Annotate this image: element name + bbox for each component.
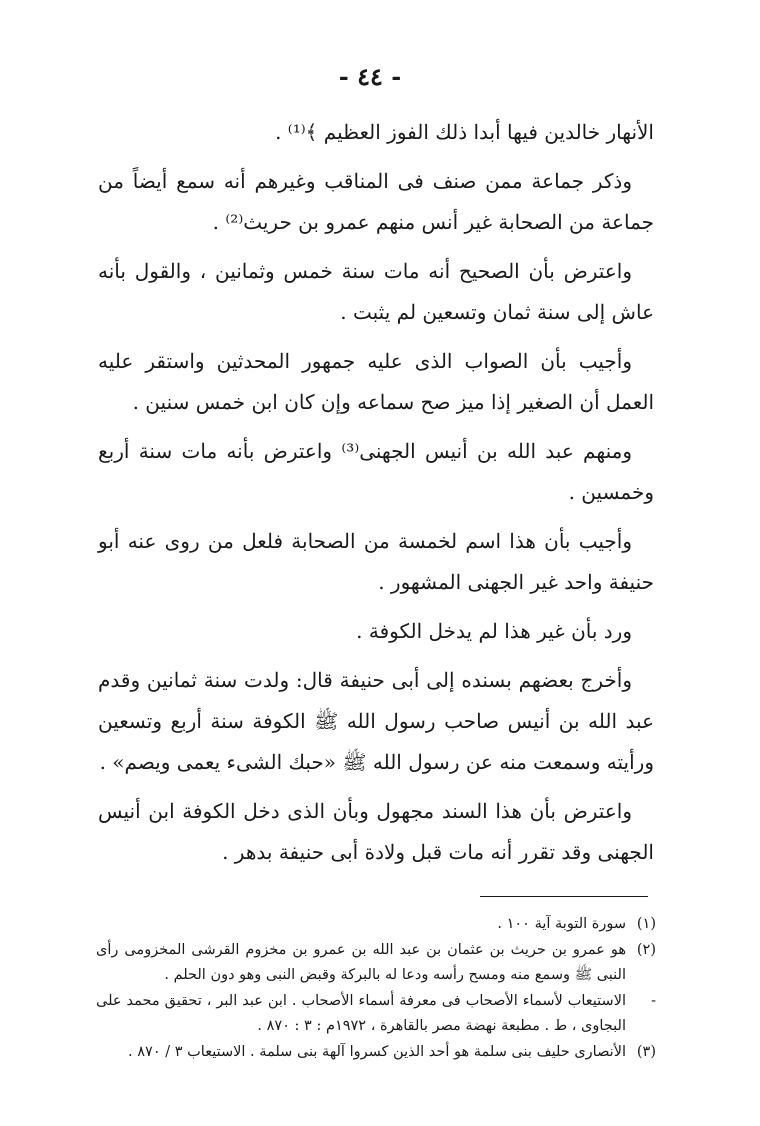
paragraph: واعترض بأن الصحيح أنه مات سنة خمس وثمانين ، والقول بأنه عاش إلى سنة ثمان وتسعين لم يثبت . xyxy=(98,259,654,324)
footnote-text: الاستيعاب لأسماء الأصحاب فى معرفة أسماء الأصحاب . ابن عبد البر ، تحقيق محمد على البجاوى ، ط . مطبعة نهضة مصر بالقاهرة ، ١٩٧٢م : ٣ : ٨٧٠ . xyxy=(96,993,626,1034)
footnote-text: هو عمرو بن حريث بن عثمان بن عبد الله بن عمرو بن مخزوم القرشى المخزومى رأى النبى ﷺ وسمع منه ومسح رأسه ودعا له بالبركة وقبض النبى وهو دون الحلم . xyxy=(96,942,626,983)
footnote xyxy=(96,938,656,988)
paragraph: وذكر جماعة ممن صنف فى المناقب وغيرهم أنه سمع أيضاً من جماعة من الصحابة غير أنس منهم عمرو بن حريث⁽²⁾ . xyxy=(98,169,654,234)
page-number: - ٤٤ - xyxy=(338,62,402,91)
main-text xyxy=(98,112,654,881)
footnote-text: الأنصارى حليف بنى سلمة هو أحد الذين كسروا آلهة بنى سلمة . الاستيعاب ٣ / ٨٧٠ . xyxy=(128,1044,626,1060)
footnote xyxy=(96,1040,656,1065)
paragraph: الأنهار خالدين فيها أبدا ذلك الفوز العظيم ﴾⁽¹⁾ . xyxy=(275,120,654,144)
paragraph: وأجيب بأن الصواب الذى عليه جمهور المحدثين واستقر عليه العمل أن الصغير إذا ميز صح سماعه وإن كان ابن خمس سنين . xyxy=(98,349,654,414)
footnote xyxy=(96,989,656,1039)
footnote xyxy=(96,912,656,937)
footnote-mark: (٣) xyxy=(636,1044,656,1060)
paragraph: وأخرج بعضهم بسنده إلى أبى حنيفة قال: ولدت سنة ثمانين وقدم عبد الله بن أنيس صاحب رسول الله ﷺ الكوفة سنة أربع وتسعين ورأيته وسمعت منه عن رسول الله ﷺ «حبك الشىء يعمى ويصم» . xyxy=(98,668,655,774)
footnote-text: سورة التوبة آية ١٠٠ . xyxy=(497,916,626,932)
footnote-mark: (٢) xyxy=(636,942,656,958)
footnote-mark: - xyxy=(651,993,656,1009)
paragraph: ورد بأن غير هذا لم يدخل الكوفة . xyxy=(356,619,632,643)
footnote-divider xyxy=(480,896,648,897)
paragraph: واعترض بأن هذا السند مجهول وبأن الذى دخل الكوفة ابن أنيس الجهنى وقد تقرر أنه مات قبل ولادة أبى حنيفة بدهر . xyxy=(98,799,654,864)
paragraph: ومنهم عبد الله بن أنيس الجهنى⁽³⁾ واعترض بأنه مات سنة أربع وخمسين . xyxy=(98,439,654,504)
footnote-mark: (١) xyxy=(636,916,656,932)
paragraph: وأجيب بأن هذا اسم لخمسة من الصحابة فلعل من روى عنه أبو حنيفة واحد غير الجهنى المشهور . xyxy=(98,529,654,594)
footnotes xyxy=(96,912,656,1066)
